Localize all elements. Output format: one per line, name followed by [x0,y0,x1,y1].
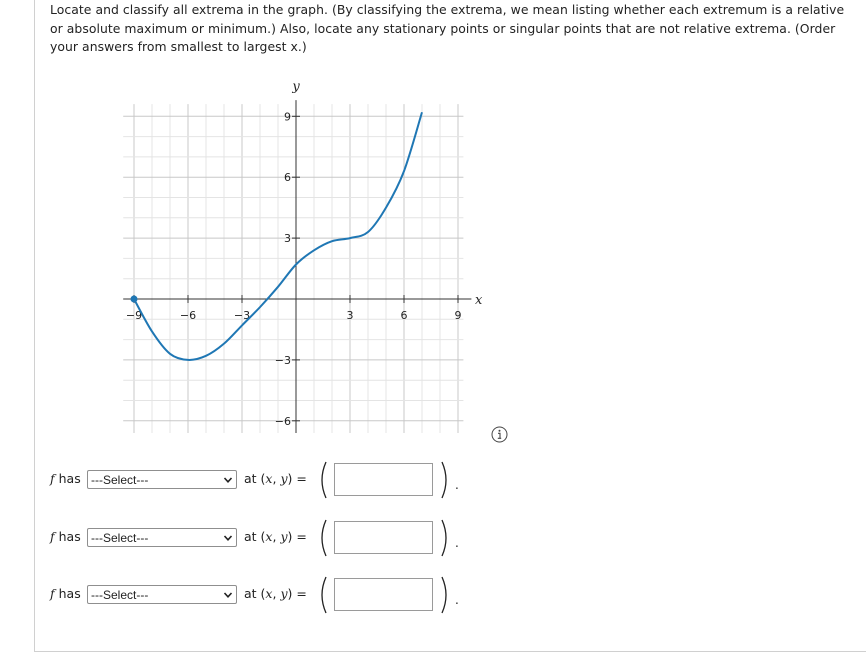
select-value: ---Select--- [91,531,149,545]
right-paren [438,518,452,558]
x-tick-label: 6 [400,309,408,322]
y-tick-label: −6 [274,414,291,428]
coordinate-label: at (x, y) = [244,529,307,544]
left-paren [316,575,330,615]
x-tick-label: 9 [454,309,462,322]
period: . [455,536,459,550]
coordinate-input[interactable] [334,521,433,554]
x-tick-label: −6 [179,309,197,322]
f-has-label: f has [50,586,81,601]
coordinate-label: at (x, y) = [244,586,307,601]
curve-endpoint-dot [131,296,138,303]
coordinate-input[interactable] [334,578,433,611]
select-value: ---Select--- [91,588,149,602]
chevron-down-icon [222,532,234,544]
y-axis-label: y [292,79,300,95]
x-tick-label: −9 [125,309,143,322]
f-has-label: f has [50,471,81,486]
period: . [455,593,459,607]
y-tick-label: 3 [284,232,291,246]
y-tick-label: −3 [274,353,291,367]
info-circle-icon[interactable] [491,426,508,443]
left-paren [316,518,330,558]
extremum-type-select[interactable] [87,585,237,604]
graph-axes [123,100,471,433]
extremum-type-select[interactable] [87,528,237,547]
chevron-down-icon [222,474,234,486]
select-value: ---Select--- [91,473,149,487]
period: . [455,478,459,492]
x-tick-label: −3 [233,309,251,322]
extremum-type-select[interactable] [87,470,237,489]
x-axis-label: x [475,293,483,308]
x-tick-label: 3 [346,309,354,322]
coordinate-label: at (x, y) = [244,471,307,486]
f-has-label: f has [50,529,81,544]
right-paren [438,575,452,615]
chevron-down-icon [222,589,234,601]
left-paren [316,460,330,500]
y-tick-label: 9 [284,110,291,124]
coordinate-input[interactable] [334,463,433,496]
y-tick-label: 6 [284,171,291,185]
right-paren [438,460,452,500]
question-instructions: Locate and classify all extrema in the graph. (By classifying the extrema, we mean listing whether each extremum is a relative or absolute maximum or minimum.) Also, locate any stationary points or singular points that are not relative extrema. (Order your answers from smallest to largest x.) [50,2,845,54]
